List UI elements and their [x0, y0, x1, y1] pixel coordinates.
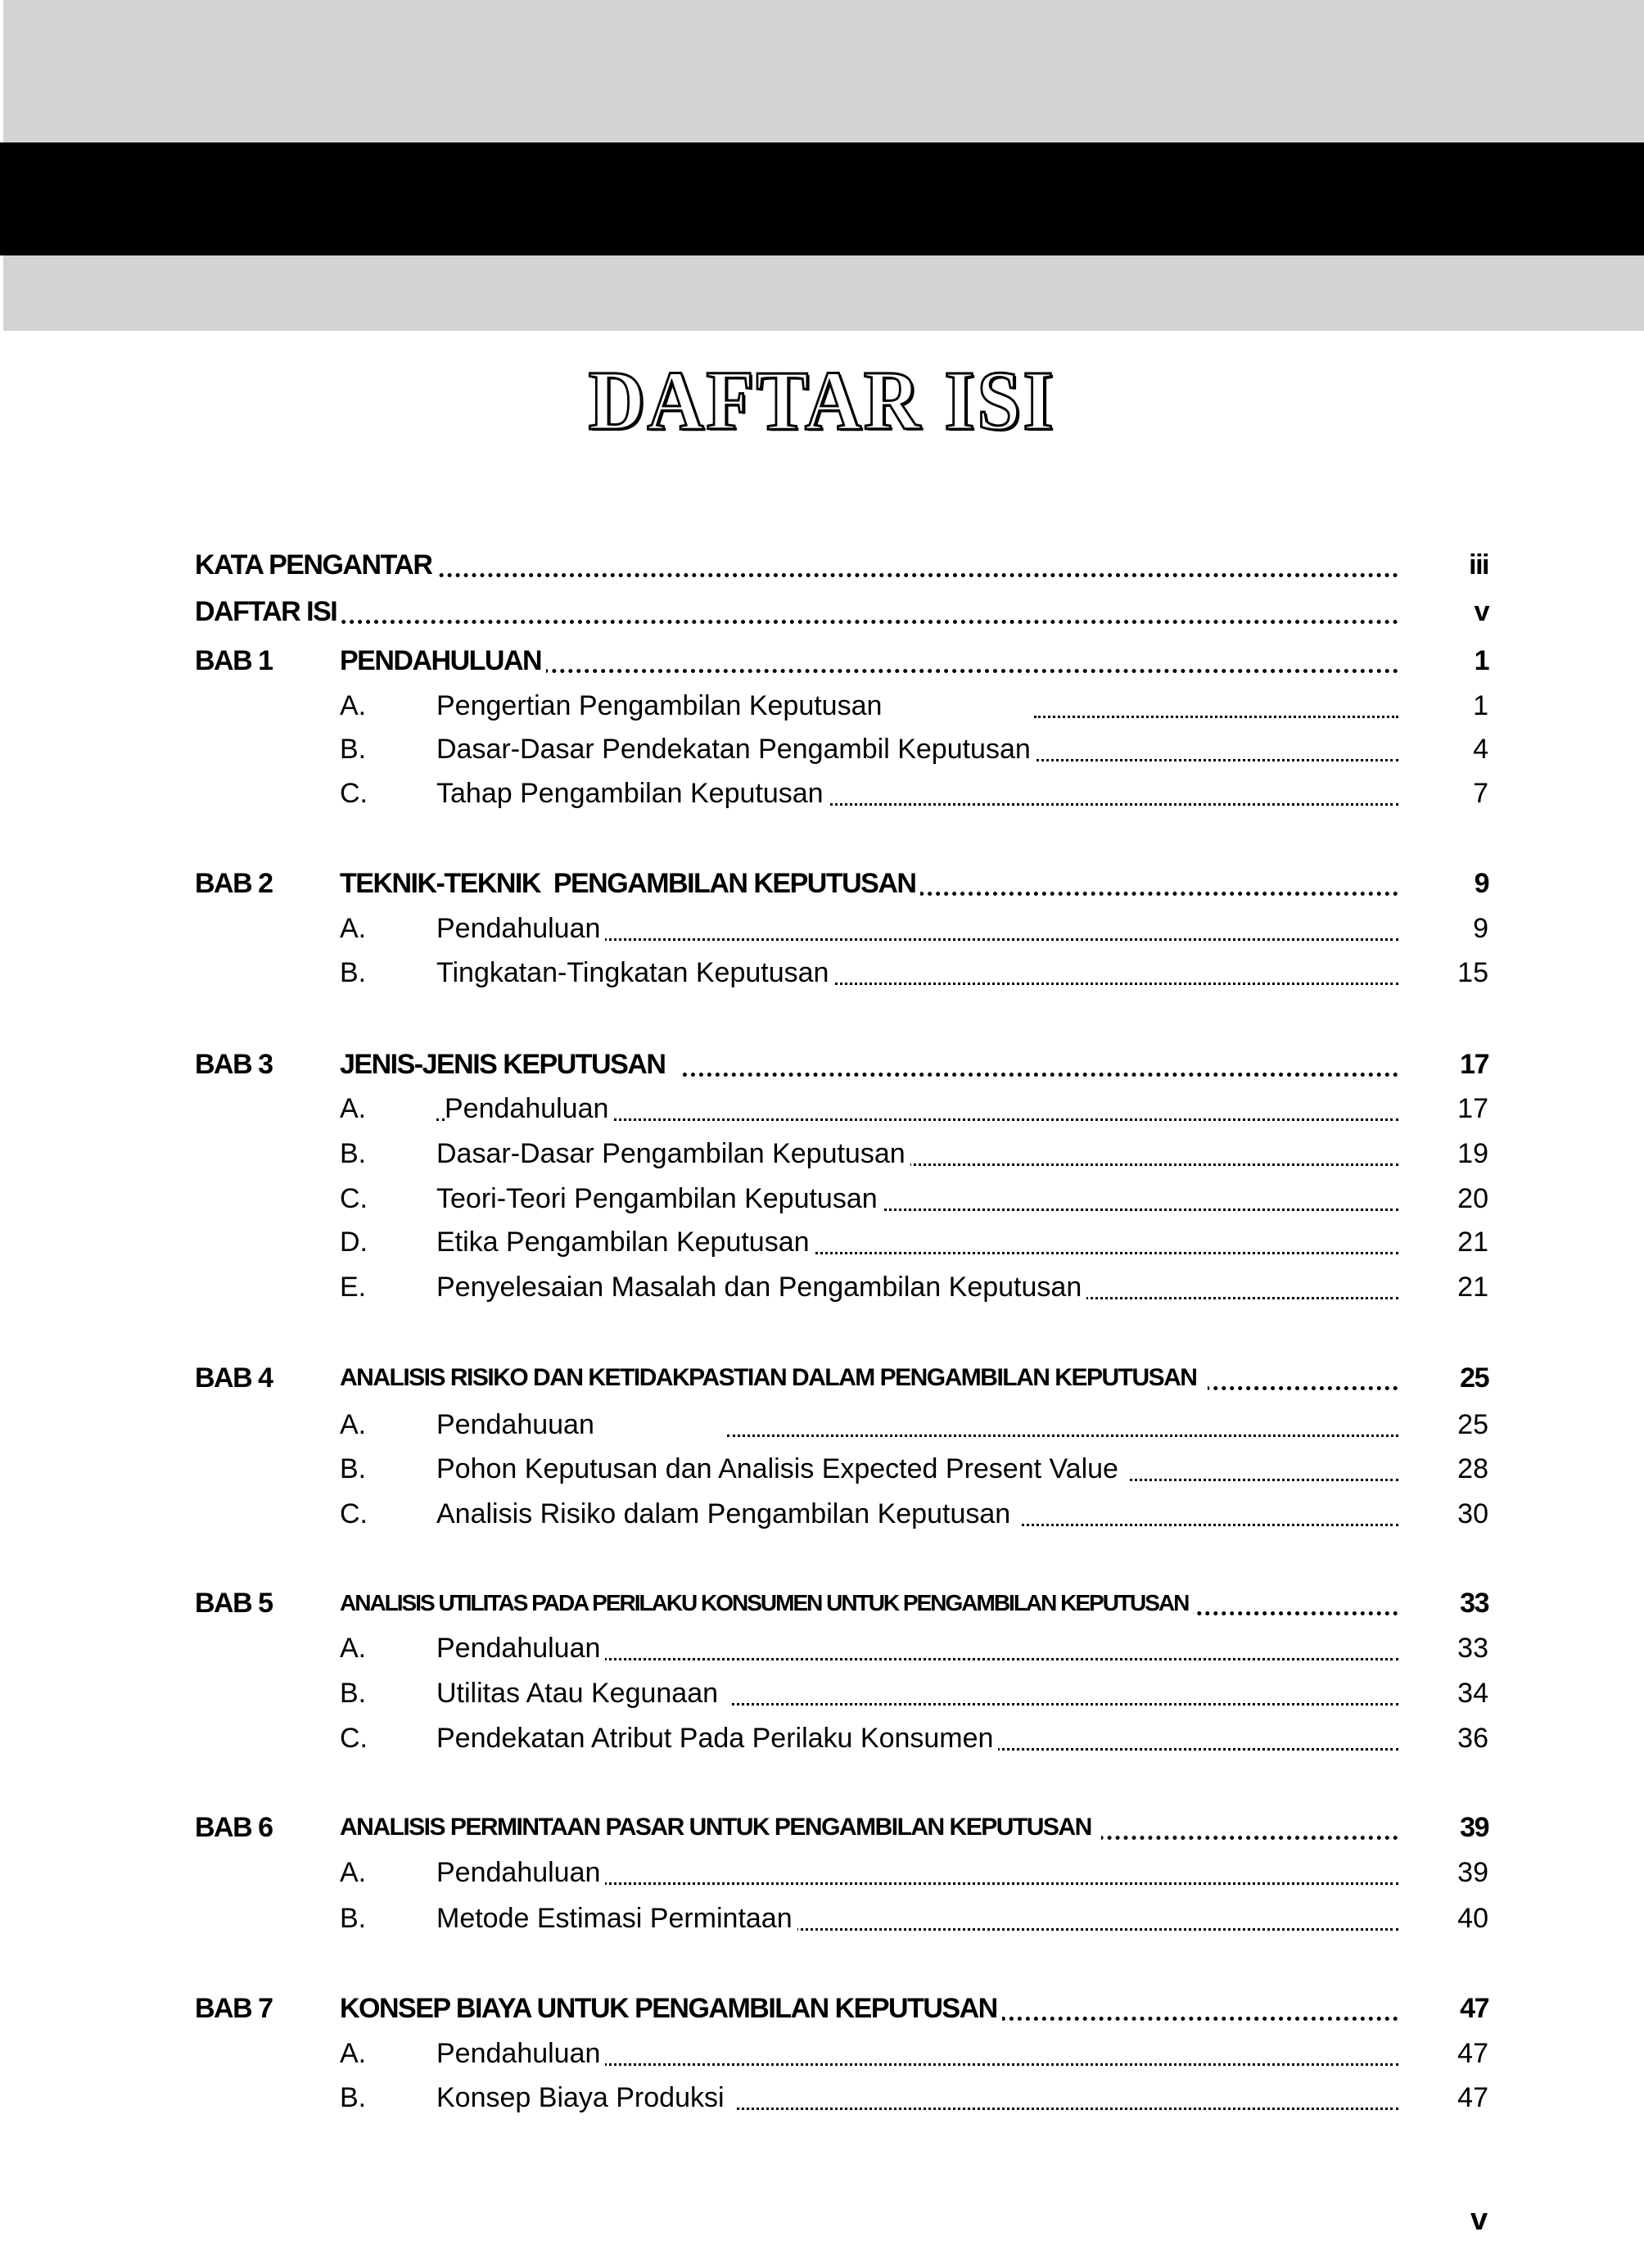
toc-entry-page: v: [1474, 596, 1488, 627]
section-page: 40: [1457, 1903, 1488, 1934]
section-title: Etika Pengambilan Keputusan: [436, 1222, 815, 1263]
toc-section[interactable]: [195, 773, 1488, 814]
section-page: 19: [1457, 1138, 1488, 1169]
section-title: Pendahuluan: [445, 1088, 613, 1129]
page-title: DAFTAR ISI: [588, 354, 1056, 448]
toc-entry-title: DAFTAR ISI: [195, 591, 341, 632]
chapter-page: 39: [1460, 1812, 1488, 1843]
toc-section[interactable]: [195, 1493, 1488, 1534]
section-letter: A.: [340, 1857, 367, 1888]
section-page: 47: [1457, 2082, 1488, 2113]
toc-section[interactable]: [195, 1673, 1488, 1714]
chapter-label: BAB 3: [195, 1049, 273, 1080]
chapter-title: KONSEP BIAYA UNTUK PENGAMBILAN KEPUTUSAN: [340, 1988, 1002, 2029]
toc-entry-front[interactable]: [195, 591, 1488, 632]
section-title: Pendahuluan: [436, 2033, 605, 2074]
chapter-page: 9: [1474, 868, 1488, 899]
section-page: 21: [1457, 1272, 1488, 1303]
section-page: 36: [1457, 1723, 1488, 1754]
section-page: 30: [1457, 1498, 1488, 1529]
section-title: Tingkatan-Tingkatan Keputusan: [436, 952, 833, 993]
chapter-label: BAB 4: [195, 1362, 273, 1394]
chapter-title: ANALISIS UTILITAS PADA PERILAKU KONSUMEN UNTUK PENGAMBILAN KEPUTUSAN: [340, 1583, 1193, 1624]
footer-page-number: v: [1470, 2202, 1488, 2237]
section-page: 21: [1457, 1227, 1488, 1258]
section-title: Teori-Teori Pengambilan Keputusan: [436, 1178, 883, 1219]
section-letter: A.: [340, 1409, 367, 1440]
toc-entry-page: iii: [1469, 549, 1488, 581]
section-letter: A.: [340, 1633, 367, 1664]
chapter-label: BAB 2: [195, 868, 273, 899]
toc-section[interactable]: [195, 2033, 1488, 2074]
toc-section[interactable]: [195, 1448, 1488, 1489]
toc-section[interactable]: [195, 1628, 1488, 1669]
section-page: 34: [1457, 1678, 1488, 1709]
section-letter: E.: [340, 1272, 367, 1303]
section-title: Pendahuuan: [436, 1404, 599, 1445]
section-letter: D.: [340, 1227, 368, 1258]
section-letter: A.: [340, 690, 367, 721]
section-page: 28: [1457, 1453, 1488, 1484]
section-title: Utilitas Atau Kegunaan: [436, 1673, 729, 1714]
chapter-title: ANALISIS RISIKO DAN KETIDAKPASTIAN DALAM PENGAMBILAN KEPUTUSAN: [340, 1358, 1208, 1398]
section-page: 4: [1473, 734, 1488, 765]
toc-section[interactable]: [195, 1718, 1488, 1759]
section-page: 20: [1457, 1183, 1488, 1214]
section-page: 39: [1457, 1857, 1488, 1888]
section-page: 33: [1457, 1633, 1488, 1664]
chapter-label: BAB 1: [195, 645, 273, 676]
toc-section[interactable]: [195, 729, 1488, 770]
toc-section[interactable]: [195, 1404, 1488, 1445]
section-title: Penyelesaian Masalah dan Pengambilan Keputusan: [436, 1267, 1086, 1308]
section-letter: A.: [340, 913, 367, 944]
section-page: 47: [1457, 2038, 1488, 2069]
toc-section[interactable]: [195, 1133, 1488, 1174]
section-title: Analisis Risiko dalam Pengambilan Keputusan: [436, 1493, 1022, 1534]
toc-section[interactable]: [195, 1178, 1488, 1219]
toc-section[interactable]: [195, 2077, 1488, 2118]
section-letter: C.: [340, 1183, 368, 1214]
chapter-title: PENDAHULUAN: [340, 640, 546, 681]
section-title: Dasar-Dasar Pendekatan Pengambil Keputusan: [436, 729, 1036, 770]
section-title: Pengertian Pengambilan Keputusan: [436, 685, 887, 726]
chapter-page: 1: [1474, 645, 1488, 676]
toc-chapter[interactable]: [195, 1988, 1488, 2029]
section-letter: A.: [340, 2038, 367, 2069]
section-letter: B.: [340, 1678, 367, 1709]
toc-chapter[interactable]: [195, 640, 1488, 681]
section-title: Pendahuluan: [436, 1852, 605, 1893]
toc-chapter[interactable]: [195, 1044, 1488, 1085]
section-letter: B.: [340, 734, 367, 765]
section-title: Tahap Pengambilan Keputusan: [436, 773, 829, 814]
section-page: 25: [1457, 1409, 1488, 1440]
section-letter: B.: [340, 1453, 367, 1484]
leader-dots: [195, 591, 1398, 632]
section-letter: B.: [340, 1903, 367, 1934]
section-letter: C.: [340, 1723, 368, 1754]
section-letter: A.: [340, 1093, 367, 1124]
section-page: 1: [1473, 690, 1488, 721]
chapter-title: TEKNIK-TEKNIK PENGAMBILAN KEPUTUSAN: [340, 863, 920, 904]
leader-dots: [727, 1404, 1398, 1445]
chapter-page: 47: [1460, 1993, 1488, 2024]
chapter-title: ANALISIS PERMINTAAN PASAR UNTUK PENGAMBILAN KEPUTUSAN: [340, 1807, 1101, 1848]
chapter-page: 33: [1460, 1588, 1488, 1619]
toc-chapter[interactable]: [195, 1807, 1488, 1848]
section-page: 17: [1457, 1093, 1488, 1124]
toc-section[interactable]: [195, 952, 1488, 993]
section-title: Pohon Keputusan dan Analisis Expected Present Value: [436, 1448, 1130, 1489]
section-letter: C.: [340, 1498, 368, 1529]
section-page: 15: [1457, 957, 1488, 988]
chapter-label: BAB 5: [195, 1588, 273, 1619]
section-letter: B.: [340, 1138, 367, 1169]
section-page: 7: [1473, 778, 1488, 809]
toc-section[interactable]: [195, 685, 1488, 726]
toc-chapter[interactable]: [195, 1583, 1488, 1624]
toc-chapter[interactable]: [195, 1358, 1488, 1398]
leader-dots: [1034, 685, 1398, 726]
toc-section[interactable]: [195, 908, 1488, 949]
toc-section[interactable]: [195, 1898, 1488, 1939]
toc-entry-front[interactable]: [195, 544, 1488, 585]
toc-section[interactable]: [195, 1267, 1488, 1308]
section-letter: B.: [340, 2082, 367, 2113]
chapter-page: 17: [1460, 1049, 1488, 1080]
toc-chapter[interactable]: [195, 863, 1488, 904]
toc-section[interactable]: [195, 1222, 1488, 1263]
section-title: Pendahuluan: [436, 908, 605, 949]
chapter-title: JENIS-JENIS KEPUTUSAN: [340, 1044, 680, 1085]
chapter-label: BAB 6: [195, 1812, 273, 1843]
toc-entry-title: KATA PENGANTAR: [195, 544, 436, 585]
section-title: Metode Estimasi Permintaan: [436, 1898, 797, 1939]
toc-section[interactable]: [195, 1088, 1488, 1129]
toc-section[interactable]: [195, 1852, 1488, 1893]
section-title: Konsep Biaya Produksi: [436, 2077, 736, 2118]
section-letter: B.: [340, 957, 367, 988]
section-letter: C.: [340, 778, 368, 809]
chapter-page: 25: [1460, 1362, 1488, 1394]
section-page: 9: [1473, 913, 1488, 944]
section-title: Pendahuluan: [436, 1628, 605, 1669]
section-title: Dasar-Dasar Pengambilan Keputusan: [436, 1133, 910, 1174]
section-title: Pendekatan Atribut Pada Perilaku Konsumen: [436, 1718, 998, 1759]
chapter-label: BAB 7: [195, 1993, 273, 2024]
